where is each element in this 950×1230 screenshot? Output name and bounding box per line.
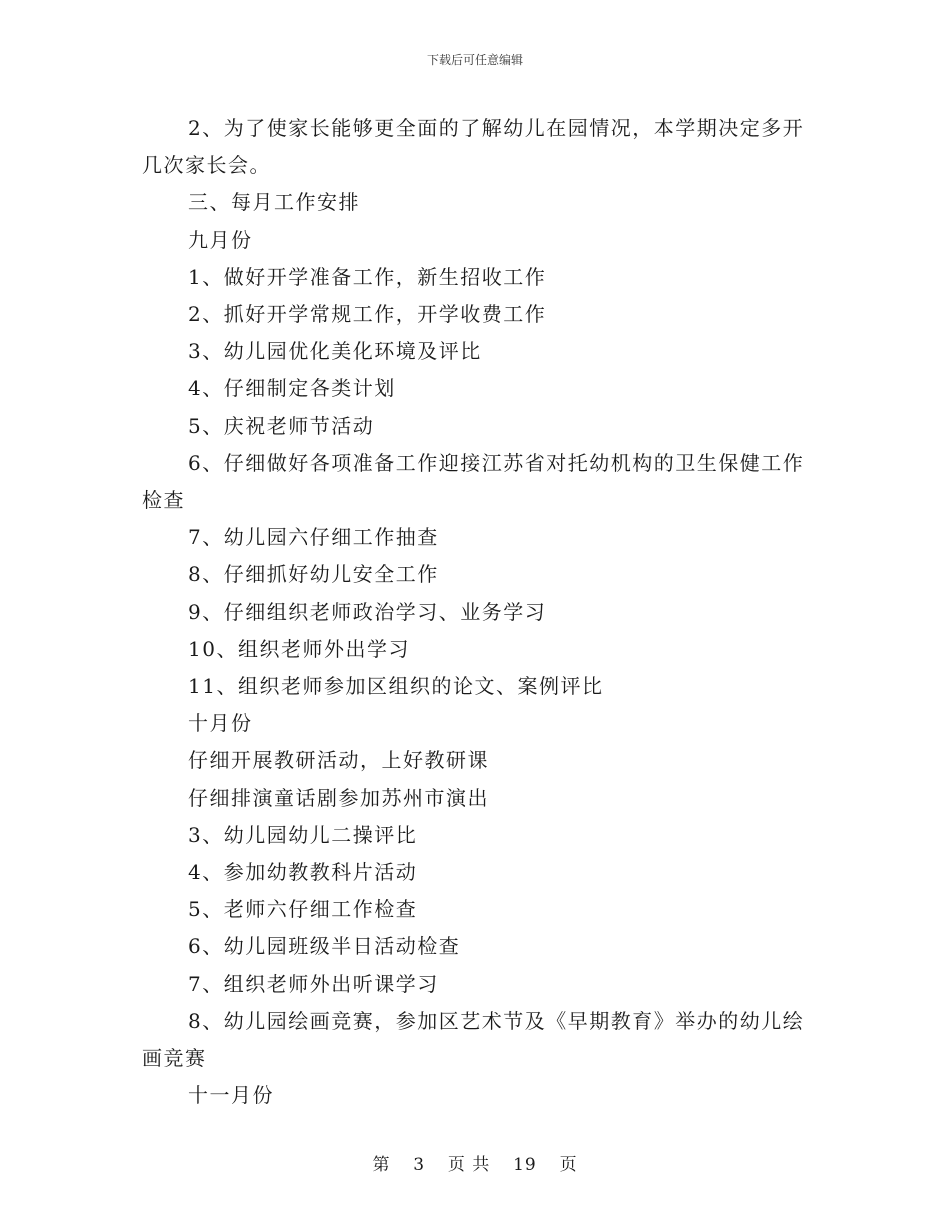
month-heading: 十月份 [188, 711, 253, 736]
list-item: 2、抓好开学常规工作，开学收费工作 [188, 302, 547, 327]
list-item: 1、做好开学准备工作，新生招收工作 [188, 264, 547, 289]
section-heading: 三、每月工作安排 [188, 190, 360, 215]
list-item: 6、幼儿园班级半日活动检查 [188, 934, 461, 959]
list-item: 5、庆祝老师节活动 [188, 413, 375, 438]
month-heading: 十一月份 [188, 1083, 274, 1108]
list-item: 11、组织老师参加区组织的论文、案例评比 [188, 674, 604, 699]
list-item: 3、幼儿园幼儿二操评比 [188, 822, 418, 847]
page-number-footer [0, 1153, 950, 1177]
list-item: 6、仔细做好各项准备工作迎接江苏省对托幼机构的卫生保健工作检查 [142, 450, 805, 513]
page-header-note: 下载后可任意编辑 [426, 53, 523, 67]
list-item: 5、老师六仔细工作检查 [188, 897, 418, 922]
page-total: 19 [513, 1155, 537, 1175]
list-item: 8、幼儿园绘画竞赛，参加区艺术节及《早期教育》举办的幼儿绘画竞赛 [142, 1008, 805, 1071]
page-current: 3 [413, 1155, 426, 1175]
list-item: 8、仔细抓好幼儿安全工作 [188, 562, 439, 587]
page-middle: 页 共 [447, 1155, 491, 1175]
list-item: 仔细排演童话剧参加苏州市演出 [188, 785, 489, 810]
page-suffix: 页 [559, 1155, 578, 1175]
page-prefix: 第 [372, 1155, 391, 1175]
list-item: 4、仔细制定各类计划 [188, 376, 396, 401]
list-item: 10、组织老师外出学习 [188, 636, 410, 661]
document-body [142, 110, 812, 1114]
month-heading: 九月份 [188, 227, 253, 252]
list-item: 3、幼儿园优化美化环境及评比 [188, 339, 482, 364]
list-item: 7、组织老师外出听课学习 [188, 971, 439, 996]
list-item: 7、幼儿园六仔细工作抽查 [188, 525, 439, 550]
list-item: 4、参加幼教教科片活动 [188, 860, 418, 885]
list-item: 仔细开展教研活动，上好教研课 [188, 748, 489, 773]
list-item: 9、仔细组织老师政治学习、业务学习 [188, 599, 547, 624]
paragraph: 2、为了使家长能够更全面的了解幼儿在园情况，本学期决定多开几次家长会。 [142, 116, 805, 178]
